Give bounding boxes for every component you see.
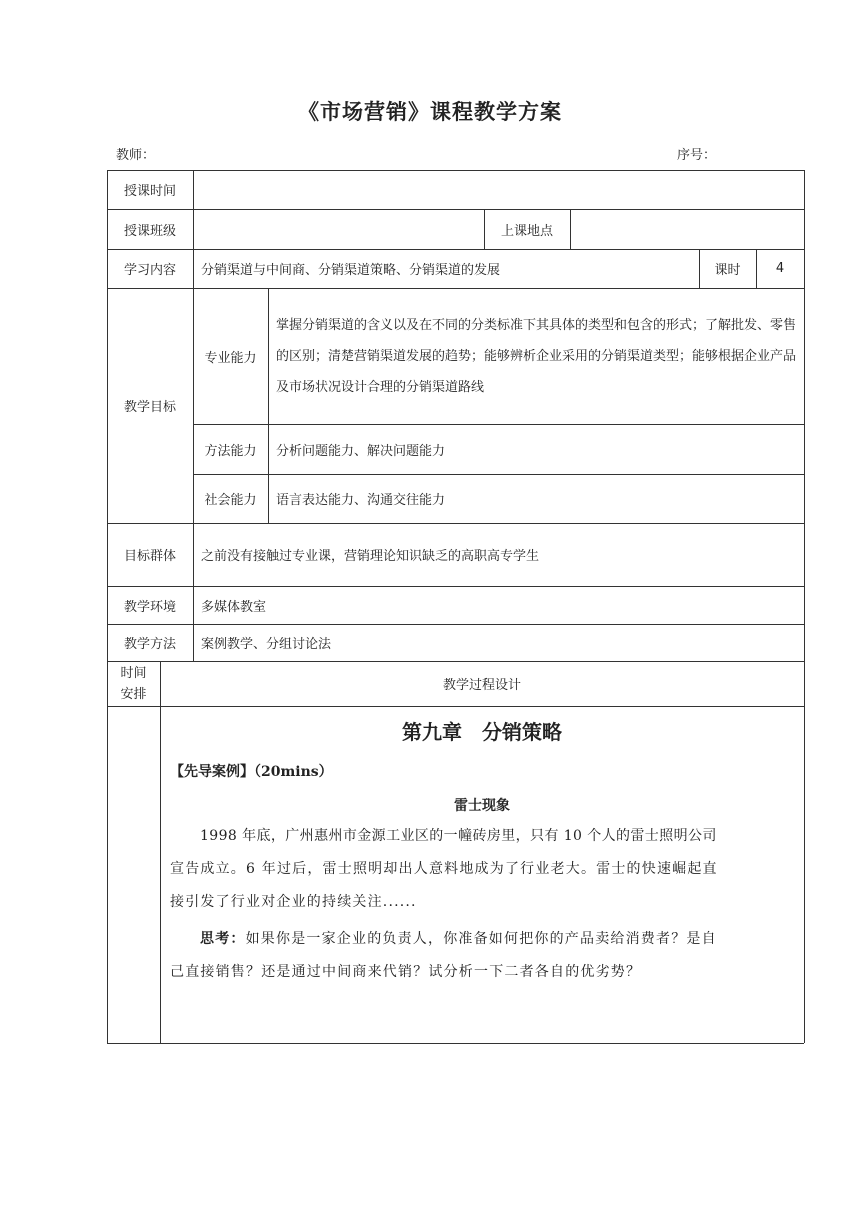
location-value: [570, 209, 804, 249]
case-title: 雷士现象: [454, 798, 510, 814]
hours-value: 4: [775, 261, 785, 276]
method-ability-value: 分析问题能力、解决问题能力: [276, 443, 446, 459]
table-border-right: [804, 170, 805, 1043]
social-value: 语言表达能力、沟通交往能力: [276, 493, 446, 508]
process-label: 教学过程设计: [442, 678, 521, 693]
social-label: 社会能力: [204, 493, 257, 508]
serial-label: 序号：: [677, 148, 717, 163]
think-line-1: 如果你是一家企业的负责人，你准备如何把你的产品卖给消费者？是自: [245, 931, 717, 947]
teacher-label: 教师：: [116, 148, 156, 163]
professional-label: 专业能力: [204, 350, 257, 366]
content-label: 学习内容: [123, 263, 176, 278]
think-label: 思考：: [200, 931, 246, 947]
time-value: [193, 170, 804, 209]
think-line-2: 己直接销售？还是通过中间商来代销？试分析一下二者各自的优劣势？: [170, 964, 642, 980]
class-label: 授课班级: [123, 223, 176, 239]
case-line-3: 接引发了行业对企业的持续关注......: [170, 894, 417, 910]
schedule-label-line-2: 安排: [120, 687, 147, 702]
target-value: 之前没有接触过专业课，营销理论知识缺乏的高职高专学生: [201, 549, 540, 564]
class-value: [193, 209, 484, 249]
schedule-label: [107, 663, 160, 705]
location-label: 上课地点: [500, 223, 553, 239]
schedule-label-line-1: 时间: [120, 666, 147, 681]
target-label: 目标群体: [123, 549, 176, 564]
professional-value: 掌握分销渠道的含义以及在不同的分类标准下其具体的类型和包含的形式；了解批发、零售的区别；清楚营销渠道发展的趋势；能够辨析企业采用的分销渠道类型；能够根据企业产品及市场状况设计合理的分销渠道路线: [276, 317, 797, 395]
document-title: 《市场营销》课程教学方案: [298, 100, 562, 124]
objectives-label: 教学目标: [123, 400, 176, 415]
case-heading: 【先导案例】: [170, 764, 254, 780]
case-heading-line: [170, 761, 333, 781]
hours-label: 课时: [714, 263, 741, 278]
time-label: 授课时间: [123, 184, 176, 199]
case-duration: （20mins）: [254, 764, 333, 780]
case-line-2: 宣告成立。6 年过后，雷士照明却出人意料地成为了行业老大。雷士的快速崛起直: [170, 861, 718, 877]
teach-method-value: 案例教学、分组讨论法: [201, 637, 332, 652]
case-line-1: 1998 年底，广州惠州市金源工业区的一幢砖房里，只有 10 个人的雷士照明公司: [200, 828, 717, 844]
method-ability-label: 方法能力: [204, 443, 257, 459]
teach-method-label: 教学方法: [123, 637, 176, 652]
env-label: 教学环境: [123, 599, 176, 615]
table-border-bottom: [107, 1043, 804, 1044]
think-line-1-wrap: [200, 928, 717, 948]
chapter-title: 第九章 分销策略: [402, 720, 562, 744]
env-value: 多媒体教室: [201, 599, 267, 615]
table-rule: [107, 706, 804, 707]
content-value: 分销渠道与中间商、分销渠道策略、分销渠道的发展: [201, 263, 501, 278]
